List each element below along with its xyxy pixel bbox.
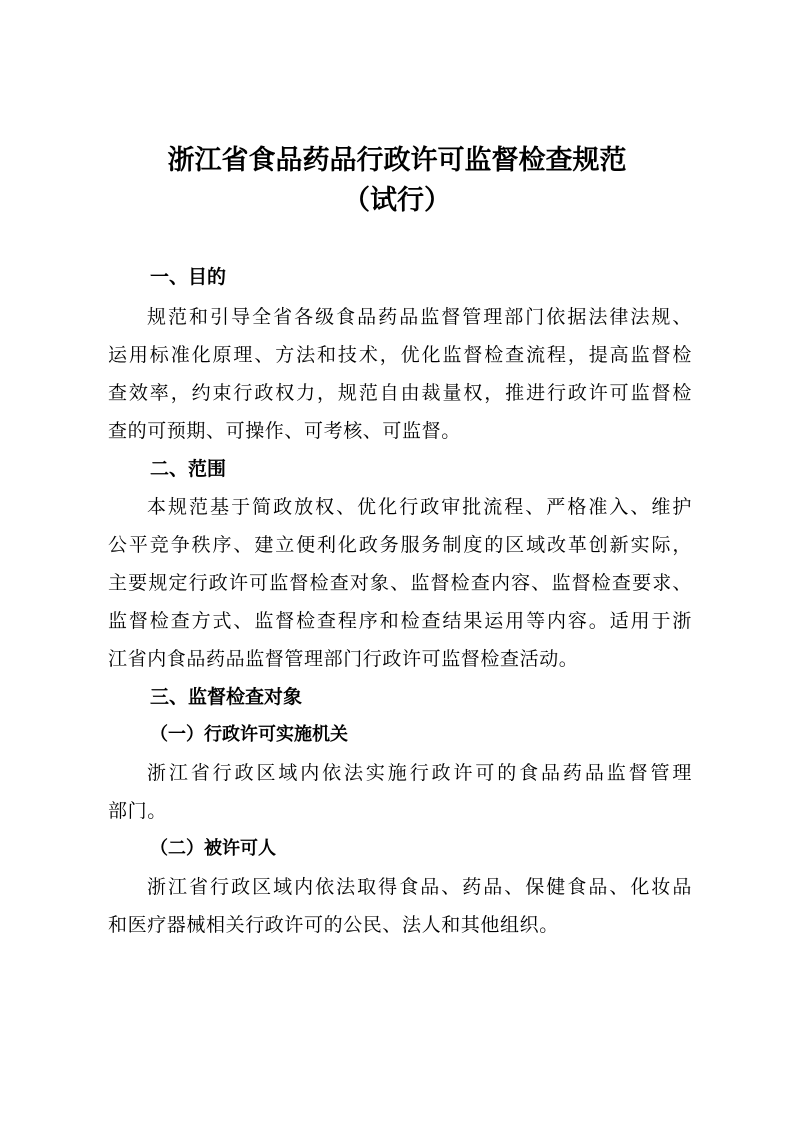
section-heading-inspection-targets: 三、监督检查对象 (150, 686, 303, 708)
paragraph-line: 和医疗器械相关行政许可的公民、法人和其他组织。 (108, 914, 559, 936)
section-heading-purpose: 一、目的 (150, 266, 227, 288)
paragraph-line: 规范和引导全省各级食品药品监督管理部门依据法律法规、 (147, 306, 692, 328)
paragraph-line: 浙江省行政区域内依法取得食品、药品、保健食品、化妆品 (147, 876, 692, 898)
document-subtitle: （试行） (343, 185, 451, 216)
paragraph-line: 监督检查方式、监督检查程序和检查结果运用等内容。适用于浙 (108, 610, 692, 632)
paragraph-line: 部门。 (108, 800, 167, 822)
paragraph-line: 公平竞争秩序、建立便利化政务服务制度的区域改革创新实际， (108, 534, 692, 556)
paragraph-line: 浙江省行政区域内依法实施行政许可的食品药品监督管理 (147, 762, 692, 784)
paragraph-line: 本规范基于简政放权、优化行政审批流程、严格准入、维护 (147, 496, 692, 518)
subsection-heading-licensing-authority: （一）行政许可实施机关 (150, 724, 348, 745)
paragraph-line: 江省内食品药品监督管理部门行政许可监督检查活动。 (108, 648, 579, 670)
section-heading-scope: 二、范围 (150, 458, 227, 480)
paragraph-line: 主要规定行政许可监督检查对象、监督检查内容、监督检查要求、 (108, 572, 692, 594)
paragraph-line: 查效率，约束行政权力，规范自由裁量权，推进行政许可监督检 (108, 382, 692, 404)
subsection-heading-licensee: （二）被许可人 (150, 838, 276, 859)
paragraph-line: 运用标准化原理、方法和技术，优化监督检查流程，提高监督检 (108, 344, 692, 366)
document-title: 浙江省食品药品行政许可监督检查规范 (167, 145, 627, 176)
paragraph-line: 查的可预期、可操作、可考核、可监督。 (108, 420, 461, 442)
